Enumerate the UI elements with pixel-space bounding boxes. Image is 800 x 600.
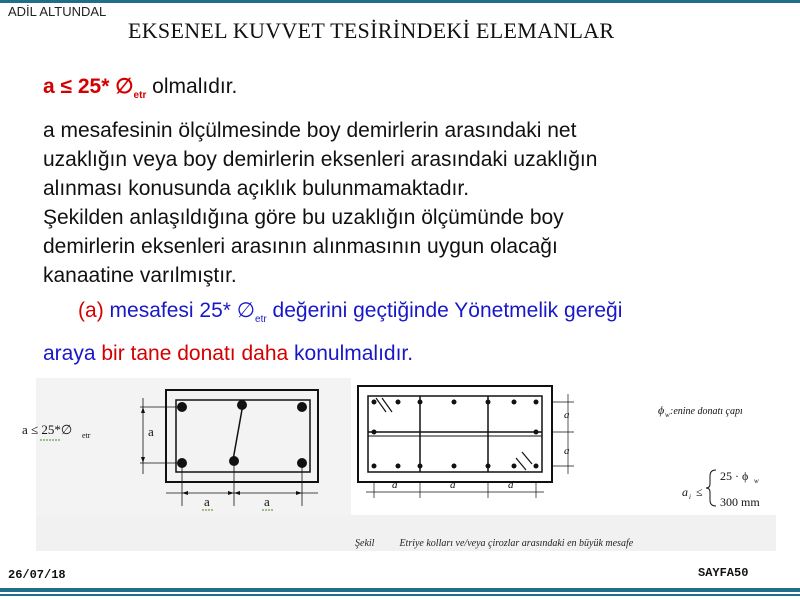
note-a-label: (a): [78, 299, 104, 322]
paragraph-line: alınması konusunda açıklık bulunmamaktadır.: [43, 177, 470, 200]
cond-a: a: [682, 485, 688, 499]
footer-accent-bar: [0, 588, 800, 592]
right-bottom-a-label: a: [392, 479, 398, 491]
note-subscript: etr: [255, 314, 267, 325]
page-title: EKSENEL KUVVET TESİRİNDEKİ ELEMANLAR: [128, 18, 615, 43]
caption-right: Etriye kolları ve/veya çirozlar arasındaki en büyük mesafe: [399, 538, 634, 549]
spacing-formula: [43, 74, 237, 101]
left-bottom-a-label: a: [264, 494, 270, 509]
cond-top: 25 · ϕ: [720, 469, 749, 483]
cond-le: ≤: [696, 485, 703, 499]
cond-a-sub: i: [689, 493, 691, 501]
legend-phi-sub: w: [665, 411, 670, 419]
paragraph-line: demirlerin eksenleri arasının alınmasının uygun olacağı: [43, 235, 558, 258]
right-bottom-a-label: a: [450, 479, 456, 491]
footer-accent-bar-thin: [0, 594, 800, 596]
top-accent-bar: [0, 0, 800, 3]
formula-subscript: etr: [133, 90, 147, 101]
left-bottom-a-label: a: [204, 494, 210, 509]
right-side-a-label: a: [564, 409, 570, 421]
paragraph-line: uzaklığın veya boy demirlerin eksenleri arasındaki uzaklığın: [43, 148, 598, 171]
left-column-section-figure: [0, 378, 352, 518]
paragraph-line: a mesafesinin ölçülmesinde boy demirlerin arasındaki net: [43, 119, 577, 142]
paragraph-line: kanaatine varılmıştır.: [43, 264, 237, 287]
rebar-dot: [297, 402, 307, 412]
author-name: ADİL ALTUNDAL: [8, 4, 107, 19]
formula-rest: olmalıdır.: [146, 75, 238, 98]
note-must-place: konulmalıdır.: [288, 342, 414, 365]
note-distance: mesafesi 25* ∅: [103, 299, 256, 322]
note-extra-bar: bir tane donatı daha: [101, 342, 289, 365]
right-side-a-label: a: [564, 445, 570, 457]
footer-date: 26/07/18: [8, 568, 66, 582]
left-formula: a ≤ 25*∅: [22, 422, 73, 437]
right-stirrup-spacing-figure: [352, 380, 792, 512]
legend-text: :enine donatı çapı: [670, 406, 743, 417]
note-araya: araya: [43, 342, 102, 365]
rebar-dot: [229, 456, 239, 466]
footer-page-number: SAYFA50: [698, 566, 749, 580]
caption-left: Şekil: [355, 538, 375, 549]
regulation-note: [43, 294, 783, 371]
left-formula-sub: etr: [82, 431, 91, 440]
rebar-dot: [237, 400, 247, 410]
figure-caption: [355, 538, 633, 549]
left-side-a-label: a: [148, 424, 154, 439]
cond-top-sub: w: [754, 477, 759, 485]
formula-main: a ≤ 25* ∅: [43, 75, 134, 98]
explanation-paragraph: [43, 116, 773, 290]
right-bottom-a-label: a: [508, 479, 514, 491]
paragraph-line: Şekilden anlaşıldığına göre bu uzaklığın ölçümünde boy: [43, 206, 564, 229]
cond-bottom: 300 mm: [720, 495, 760, 509]
note-regulation: değerini geçtiğinde Yönetmelik gereği: [266, 299, 623, 322]
legend-phi: ϕ: [658, 403, 665, 417]
